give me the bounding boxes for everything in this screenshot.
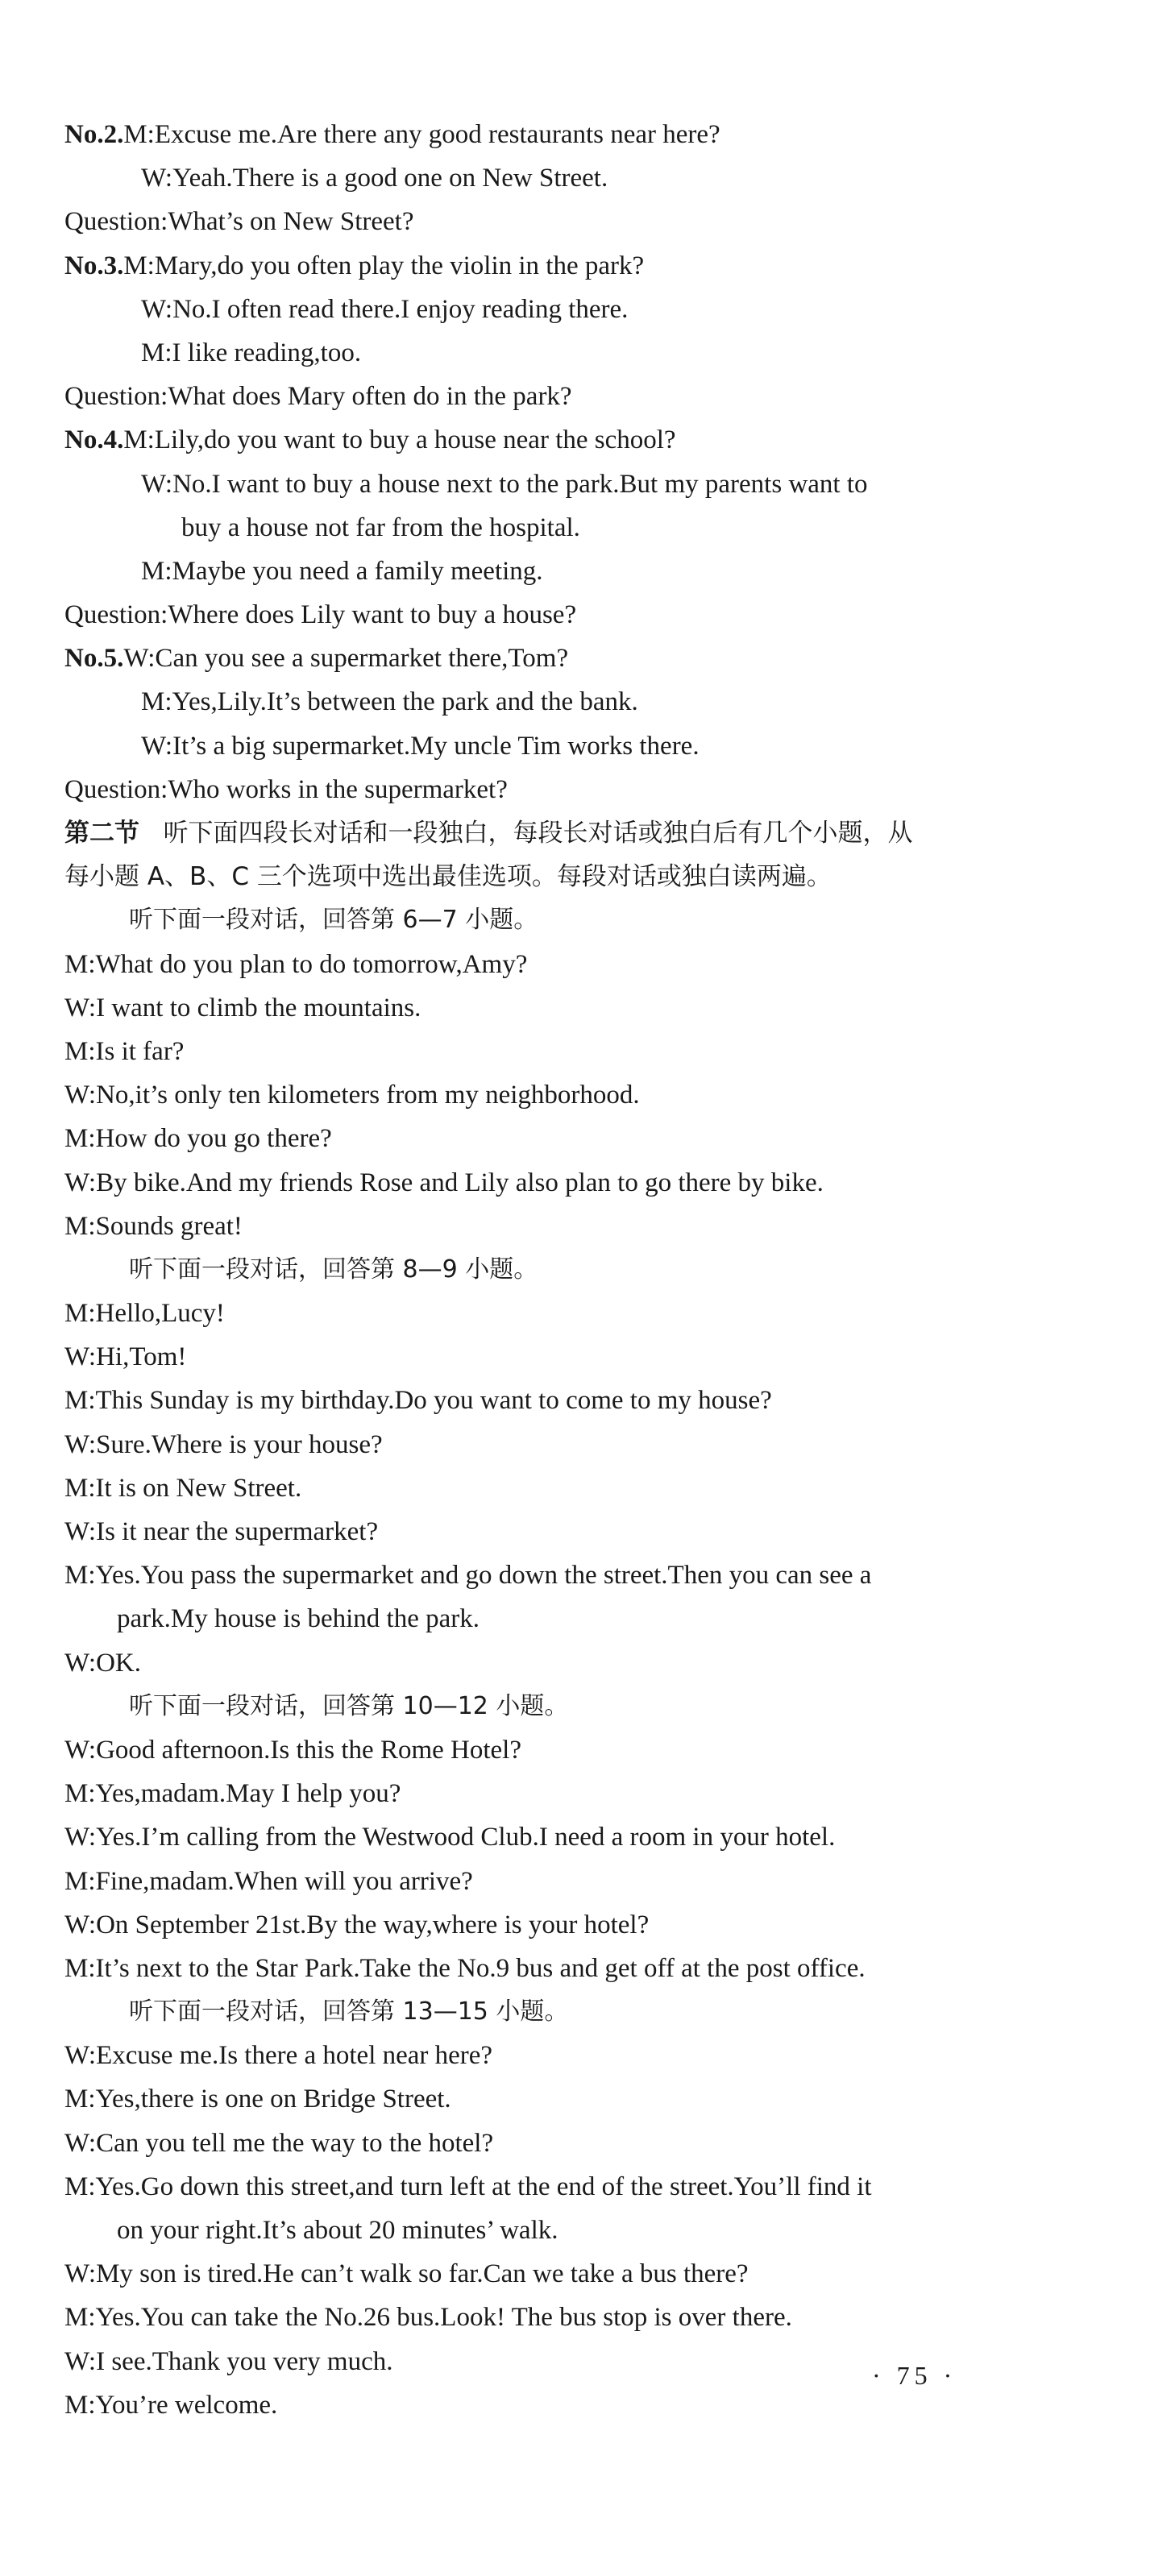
- dialogue-line: M:It is on New Street.: [64, 1473, 302, 1503]
- part1-transcript: [64, 113, 1128, 811]
- dialogue-intro: 听下面一段对话，回答第 13—15 小题。: [129, 1997, 569, 2026]
- dialogue-line: M:Yes.Go down this street,and turn left at the end of the street.You’ll find it: [64, 2172, 872, 2201]
- transcript-line: [64, 200, 1128, 243]
- line-text: Question:What does Mary often do in the park?: [64, 382, 572, 412]
- transcript-line: [64, 331, 1128, 375]
- dialogue-line: M:Yes.You can take the No.26 bus.Look! The bus stop is over there.: [64, 2303, 792, 2333]
- section2-instruction-line2: 每小题 A、B、C 三个选项中选出最佳选项。每段对话或独白读两遍。: [64, 862, 832, 892]
- line-text: M:Maybe you need a family meeting.: [141, 556, 543, 586]
- dialogue-line: W:Excuse me.Is there a hotel near here?: [64, 2041, 493, 2071]
- dialogue-line: W:My son is tired.He can’t walk so far.Can we take a bus there?: [64, 2259, 749, 2289]
- dialogue-line: park.My house is behind the park.: [117, 1604, 480, 1634]
- transcript-line: [64, 506, 1128, 550]
- dialogue-line: W:By bike.And my friends Rose and Lily also plan to go there by bike.: [64, 1168, 824, 1197]
- transcript-line: [64, 288, 1128, 331]
- dialogue-line: W:OK.: [64, 1648, 142, 1678]
- dialogue-line: M:Sounds great!: [64, 1211, 243, 1241]
- dialogue-line: M:Yes,madam.May I help you?: [64, 1779, 401, 1809]
- line-text: W:Can you see a supermarket there,Tom?: [123, 644, 569, 674]
- transcript-line: [64, 156, 1128, 200]
- transcript-line: [64, 463, 1128, 506]
- dialogue-line: W:Yes.I’m calling from the Westwood Club.I need a room in your hotel.: [64, 1823, 836, 1852]
- item-number: No.4.: [64, 425, 124, 455]
- transcript-line: [64, 244, 1128, 288]
- section2-heading: 第二节: [64, 819, 139, 848]
- dialogue-line: M:Hello,Lucy!: [64, 1299, 225, 1329]
- transcript-line: [64, 550, 1128, 593]
- dialogue-line: W:On September 21st.By the way,where is your hotel?: [64, 1910, 650, 1939]
- dialogue-line: M:Is it far?: [64, 1036, 185, 1066]
- item-number: No.3.: [64, 251, 124, 280]
- dialogue-intro: 听下面一段对话，回答第 6—7 小题。: [129, 906, 538, 935]
- dialogue-intro: 听下面一段对话，回答第 10—12 小题。: [129, 1691, 569, 1720]
- dialogue-line: M:Yes.You pass the supermarket and go down the street.Then you can see a: [64, 1561, 872, 1591]
- section2-instruction-line1: 听下面四段长对话和一段独白，每段长对话或独白后有几个小题，从: [163, 819, 913, 848]
- line-text: M:Yes,Lily.It’s between the park and the bank.: [141, 687, 638, 717]
- dialogues: [64, 898, 1128, 2427]
- item-number: No.5.: [64, 644, 124, 674]
- dialogue-line: M:Yes,there is one on Bridge Street.: [64, 2084, 451, 2114]
- item-number: No.2.: [64, 120, 124, 149]
- dialogue-line: M:How do you go there?: [64, 1124, 332, 1154]
- dialogue-line: M:What do you plan to do tomorrow,Amy?: [64, 949, 528, 979]
- line-text: Question:Where does Lily want to buy a house?: [64, 600, 577, 630]
- transcript-line: [64, 418, 1128, 462]
- transcript-line: [64, 724, 1128, 768]
- dialogue-line: W:I want to climb the mountains.: [64, 993, 421, 1023]
- line-text: Question:What’s on New Street?: [64, 207, 414, 237]
- line-text: W:Yeah.There is a good one on New Street.: [141, 164, 608, 193]
- section2-instructions: [64, 811, 1128, 855]
- dialogue-line: W:Sure.Where is your house?: [64, 1429, 383, 1459]
- dialogue-line: W:I see.Thank you very much.: [64, 2346, 393, 2376]
- dialogue-intro: 听下面一段对话，回答第 8—9 小题。: [129, 1255, 538, 1284]
- dialogue-line: M:This Sunday is my birthday.Do you want to come to my house?: [64, 1386, 772, 1416]
- line-text: W:No.I want to buy a house next to the park.But my parents want to: [141, 469, 868, 499]
- dialogue-line: W:Hi,Tom!: [64, 1342, 187, 1372]
- transcript-line: [64, 680, 1128, 724]
- dialogue-line: W:Can you tell me the way to the hotel?: [64, 2128, 494, 2158]
- transcript-line: [64, 768, 1128, 811]
- dialogue-line: W:No,it’s only ten kilometers from my neighborhood.: [64, 1081, 640, 1110]
- page-number: · 75 ·: [872, 2361, 957, 2390]
- line-text: W:It’s a big supermarket.My uncle Tim works there.: [141, 731, 700, 761]
- dialogue-line: M:You’re welcome.: [64, 2390, 278, 2420]
- line-text: M:Lily,do you want to buy a house near the school?: [123, 425, 676, 455]
- dialogue-line: M:Fine,madam.When will you arrive?: [64, 1866, 473, 1896]
- line-text: Question:Who works in the supermarket?: [64, 774, 508, 804]
- document-page: [64, 113, 1128, 2427]
- line-text: W:No.I often read there.I enjoy reading there.: [141, 294, 629, 324]
- dialogue-line: W:Is it near the supermarket?: [64, 1517, 379, 1546]
- transcript-line: [64, 113, 1128, 156]
- dialogue-line: W:Good afternoon.Is this the Rome Hotel?: [64, 1735, 521, 1765]
- line-text: M:I like reading,too.: [141, 338, 362, 367]
- transcript-line: [64, 593, 1128, 637]
- transcript-line: [64, 375, 1128, 418]
- transcript-line: [64, 637, 1128, 680]
- line-text: buy a house not far from the hospital.: [181, 512, 580, 542]
- line-text: M:Excuse me.Are there any good restaurants near here?: [123, 120, 720, 149]
- dialogue-line: on your right.It’s about 20 minutes’ walk.: [117, 2216, 558, 2245]
- line-text: M:Mary,do you often play the violin in the park?: [123, 251, 645, 280]
- dialogue-line: M:It’s next to the Star Park.Take the No.9 bus and get off at the post office.: [64, 1953, 866, 1983]
